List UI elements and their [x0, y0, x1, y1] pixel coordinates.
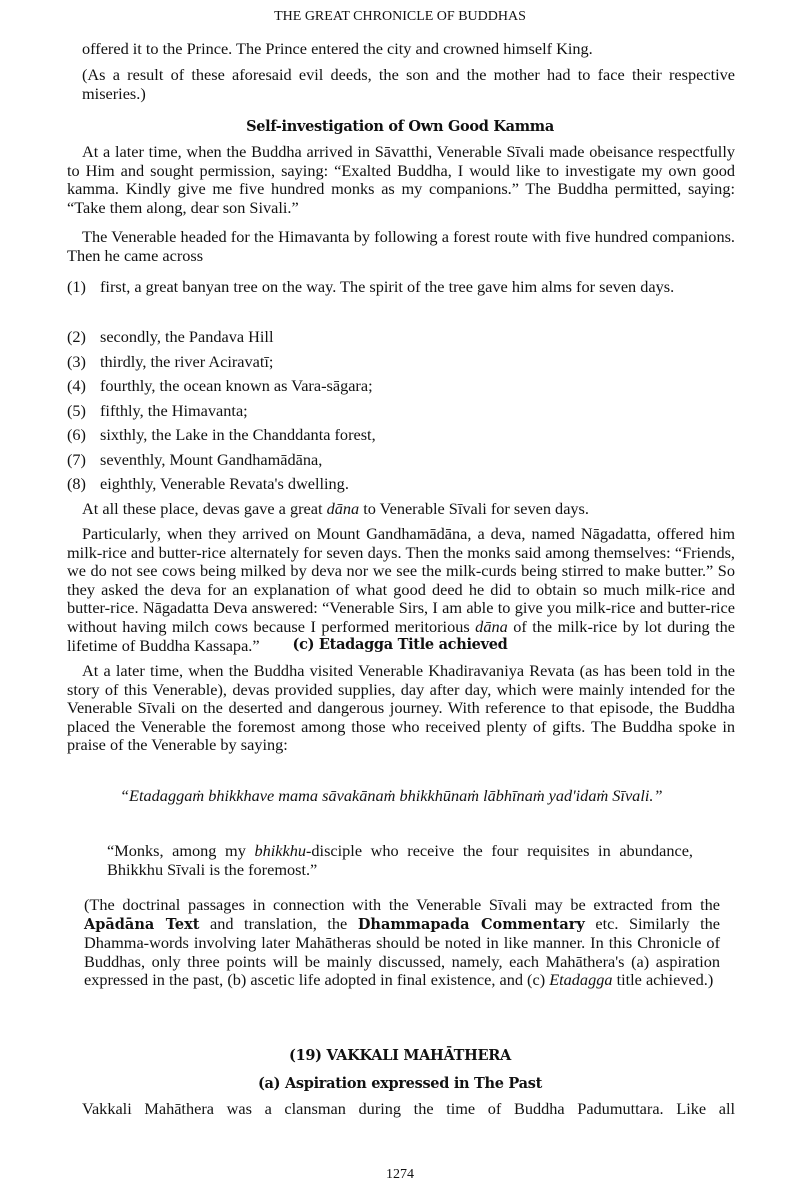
list-text: thirdly, the river Aciravatī;	[100, 352, 274, 371]
list-number: (6)	[67, 425, 86, 444]
list-number: (2)	[67, 327, 86, 346]
list-number: (1)	[67, 277, 86, 296]
chapter-heading: (19) VAKKALI MAHĀTHERA	[289, 1047, 511, 1064]
text: Particularly, when they arrived on Mount Gandhamādāna, a deva, named Nāgadatta, offered him milk-rice and butter-rice alternately for seven days. Then the monks said among themselves: “Friends, we do not see cows being milked by deva nor we see the milk-curds being stirred to make butter.” So they asked the deva for an explanation of what good deed he did to obtain so much milk-rice and butter-rice. Nāgadatta Deva answered: “Venerable Sirs, I am able to give you milk-rice and butter-rice without having milch cows because I performed meritorious	[67, 524, 735, 636]
italic-term: dāna	[326, 499, 360, 518]
text: etc. Similarly the Dhamma-words involving later Mahātheras should be noted in like manner. In this Chronicle of Buddhas, only three points will be mainly discussed, namely, each Mahāthera's (a) aspiration expressed in the past, (b) ascetic life adopted in final existence, and (c)	[84, 913, 721, 990]
text: (The doctrinal passages in connection with the Venerable Sīvali may be extracted from the	[84, 895, 720, 914]
section-heading: (a) Aspiration expressed in The Past	[257, 1075, 542, 1092]
running-header: THE GREAT CHRONICLE OF BUDDHAS	[274, 9, 526, 24]
list-number: (5)	[67, 401, 86, 420]
text: -disciple who receive the four requisites in abundance, Bhikkhu Sīvali is the foremost.”	[107, 841, 694, 879]
list-text: fourthly, the ocean known as Vara-sāgara;	[100, 376, 373, 395]
paragraph: At a later time, when the Buddha arrived in Sāvatthi, Venerable Sīvali made obeisance respectfully to Him and sought permission, saying: “Exalted Buddha, I would like to investigate my own good kamma. Kindly give me five hundred monks as my companions.” The Buddha permitted, saying: “Take them along, dear son Sivali.”	[67, 142, 735, 217]
list-text: seventhly, Mount Gandhamādāna,	[100, 450, 323, 469]
reference-title: Apādāna Text	[84, 915, 200, 933]
list-text: first, a great banyan tree on the way. The spirit of the tree gave him alms for seven days.	[100, 277, 675, 296]
list-text: sixthly, the Lake in the Chanddanta forest,	[100, 425, 376, 444]
paragraph: (As a result of these aforesaid evil deeds, the son and the mother had to face their respective miseries.)	[82, 65, 735, 103]
text: title achieved.)	[612, 970, 714, 990]
list-item	[67, 353, 735, 372]
list-item	[67, 328, 735, 347]
list-number: (3)	[67, 352, 86, 371]
list-item	[67, 451, 735, 470]
reference-title: Dhammapada Commentary	[357, 915, 585, 933]
list-text: fifthly, the Himavanta;	[100, 401, 248, 420]
paragraph: Vakkali Mahāthera was a clansman during the time of Buddha Padumuttara. Like all	[82, 1099, 735, 1118]
list-number: (7)	[67, 450, 86, 469]
paragraph: The Venerable headed for the Himavanta by following a forest route with five hundred companions. Then he came across	[67, 227, 735, 265]
italic-term: dāna	[475, 616, 508, 636]
text: to Venerable Sīvali for seven days.	[359, 499, 589, 518]
list-text: secondly, the Pandava Hill	[100, 327, 274, 346]
pali-quote: “Etadaggaṁ bhikkhave mama sāvakānaṁ bhikkhūnaṁ lābhīnaṁ yad'idaṁ Sīvali.”	[120, 786, 663, 805]
section-heading: (c) Etadagga Title achieved	[292, 636, 508, 653]
paragraph: offered it to the Prince. The Prince entered the city and crowned himself King.	[82, 39, 593, 58]
text: “Monks, among my	[107, 841, 255, 860]
section-heading: Self-investigation of Own Good Kamma	[246, 118, 554, 135]
text: At all these place, devas gave a great	[82, 499, 327, 518]
list-item	[67, 278, 735, 297]
text: of the milk-rice by lot during the lifetime of Buddha Kassapa.”	[67, 616, 736, 655]
text: and translation, the	[199, 913, 358, 933]
italic-term: bhikkhu	[254, 841, 306, 860]
list-item	[67, 475, 735, 494]
paragraph	[67, 500, 735, 519]
note-paragraph	[84, 896, 720, 990]
list-number: (4)	[67, 376, 86, 395]
list-text: eighthly, Venerable Revata's dwelling.	[100, 474, 349, 493]
paragraph: At a later time, when the Buddha visited Venerable Khadiravaniya Revata (as has been told in the story of this Venerable), devas provided supplies, day after day, which were mainly intended for the Venerable Sīvali on the deserted and dangerous journey. With reference to that episode, the Buddha placed the Venerable the foremost among those who received plenty of gifts. The Buddha spoke in praise of the Venerable by saying:	[67, 661, 735, 755]
list-number: (8)	[67, 474, 86, 493]
italic-term: Etadagga	[549, 970, 613, 990]
page-number: 1274	[386, 1167, 414, 1182]
list-item	[67, 377, 735, 396]
list-item	[67, 426, 735, 445]
english-quote	[107, 842, 693, 879]
list-item	[67, 402, 735, 421]
